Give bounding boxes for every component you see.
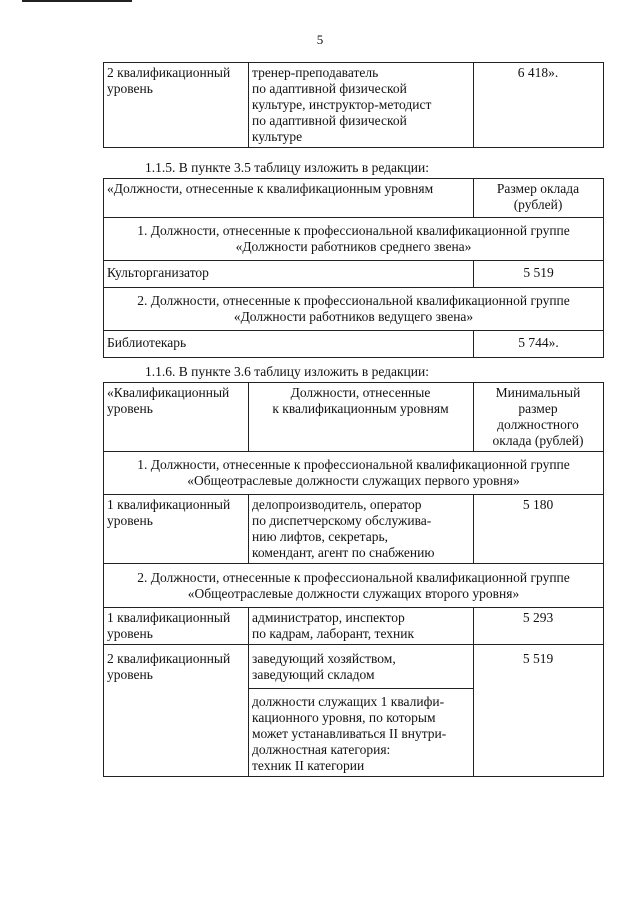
section-heading-115: 1.1.5. В пункте 3.5 таблицу изложить в редакции: — [145, 160, 429, 175]
positions-cell: делопроизводитель, оператор по диспетчерскому обслужива- нию лифтов, секретарь, комендант, агент по снабжению — [249, 495, 474, 564]
salary-cell: 5 744». — [474, 331, 604, 358]
table-row — [104, 495, 604, 564]
position-cell: Культорганизатор — [104, 261, 474, 288]
salary-cell: 5 519 — [474, 261, 604, 288]
group-heading: 1. Должности, отнесенные к профессиональной квалификационной группе «Должности работников среднего звена» — [104, 218, 604, 261]
header-positions: Должности, отнесенные к квалификационным уровням — [249, 383, 474, 452]
level-cell: 1 квалификационный уровень — [104, 608, 249, 645]
header-positions: «Должности, отнесенные к квалификационным уровням — [104, 179, 474, 218]
group-row — [104, 218, 604, 261]
table-row — [104, 608, 604, 645]
table-continuation — [103, 62, 604, 148]
position-cell: Библиотекарь — [104, 331, 474, 358]
table-3-5 — [103, 178, 604, 358]
table-3-6 — [103, 382, 604, 777]
salary-cell: 6 418». — [474, 63, 604, 148]
level-cell: 2 квалификационный уровень — [104, 645, 249, 777]
header-salary: Размер оклада (рублей) — [474, 179, 604, 218]
group-heading: 2. Должности, отнесенные к профессиональной квалификационной группе «Должности работников ведущего звена» — [104, 288, 604, 331]
positions-cell: тренер-преподаватель по адаптивной физической культуре, инструктор-методист по адаптивной физической культуре — [249, 63, 474, 148]
header-level: «Квалификационный уровень — [104, 383, 249, 452]
top-rule — [22, 0, 132, 2]
salary-cell: 5 519 — [474, 645, 604, 777]
table-header-row — [104, 179, 604, 218]
group-heading: 1. Должности, отнесенные к профессиональной квалификационной группе «Общеотраслевые должности служащих первого уровня» — [104, 452, 604, 495]
level-cell: 2 квалификационный уровень — [104, 63, 249, 148]
table-row — [104, 331, 604, 358]
header-salary: Минимальный размер должностного оклада (рублей) — [474, 383, 604, 452]
group-row — [104, 452, 604, 495]
table-row — [104, 63, 604, 148]
section-heading-116: 1.1.6. В пункте 3.6 таблицу изложить в редакции: — [145, 364, 429, 379]
table-header-row — [104, 383, 604, 452]
level-cell: 1 квалификационный уровень — [104, 495, 249, 564]
group-heading: 2. Должности, отнесенные к профессиональной квалификационной группе «Общеотраслевые должности служащих второго уровня» — [104, 564, 604, 608]
group-row — [104, 288, 604, 331]
table-row — [104, 261, 604, 288]
page-number: 5 — [316, 32, 324, 47]
positions-cell: администратор, инспектор по кадрам, лаборант, техник — [249, 608, 474, 645]
salary-cell: 5 180 — [474, 495, 604, 564]
group-row — [104, 564, 604, 608]
positions-cell: заведующий хозяйством, заведующий складом — [249, 645, 474, 689]
positions-cell: должности служащих 1 квалифи- кационного уровня, по которым может устанавливаться II внутри- должностная категория: техник II категории — [249, 689, 474, 777]
salary-cell: 5 293 — [474, 608, 604, 645]
table-row — [104, 645, 604, 689]
